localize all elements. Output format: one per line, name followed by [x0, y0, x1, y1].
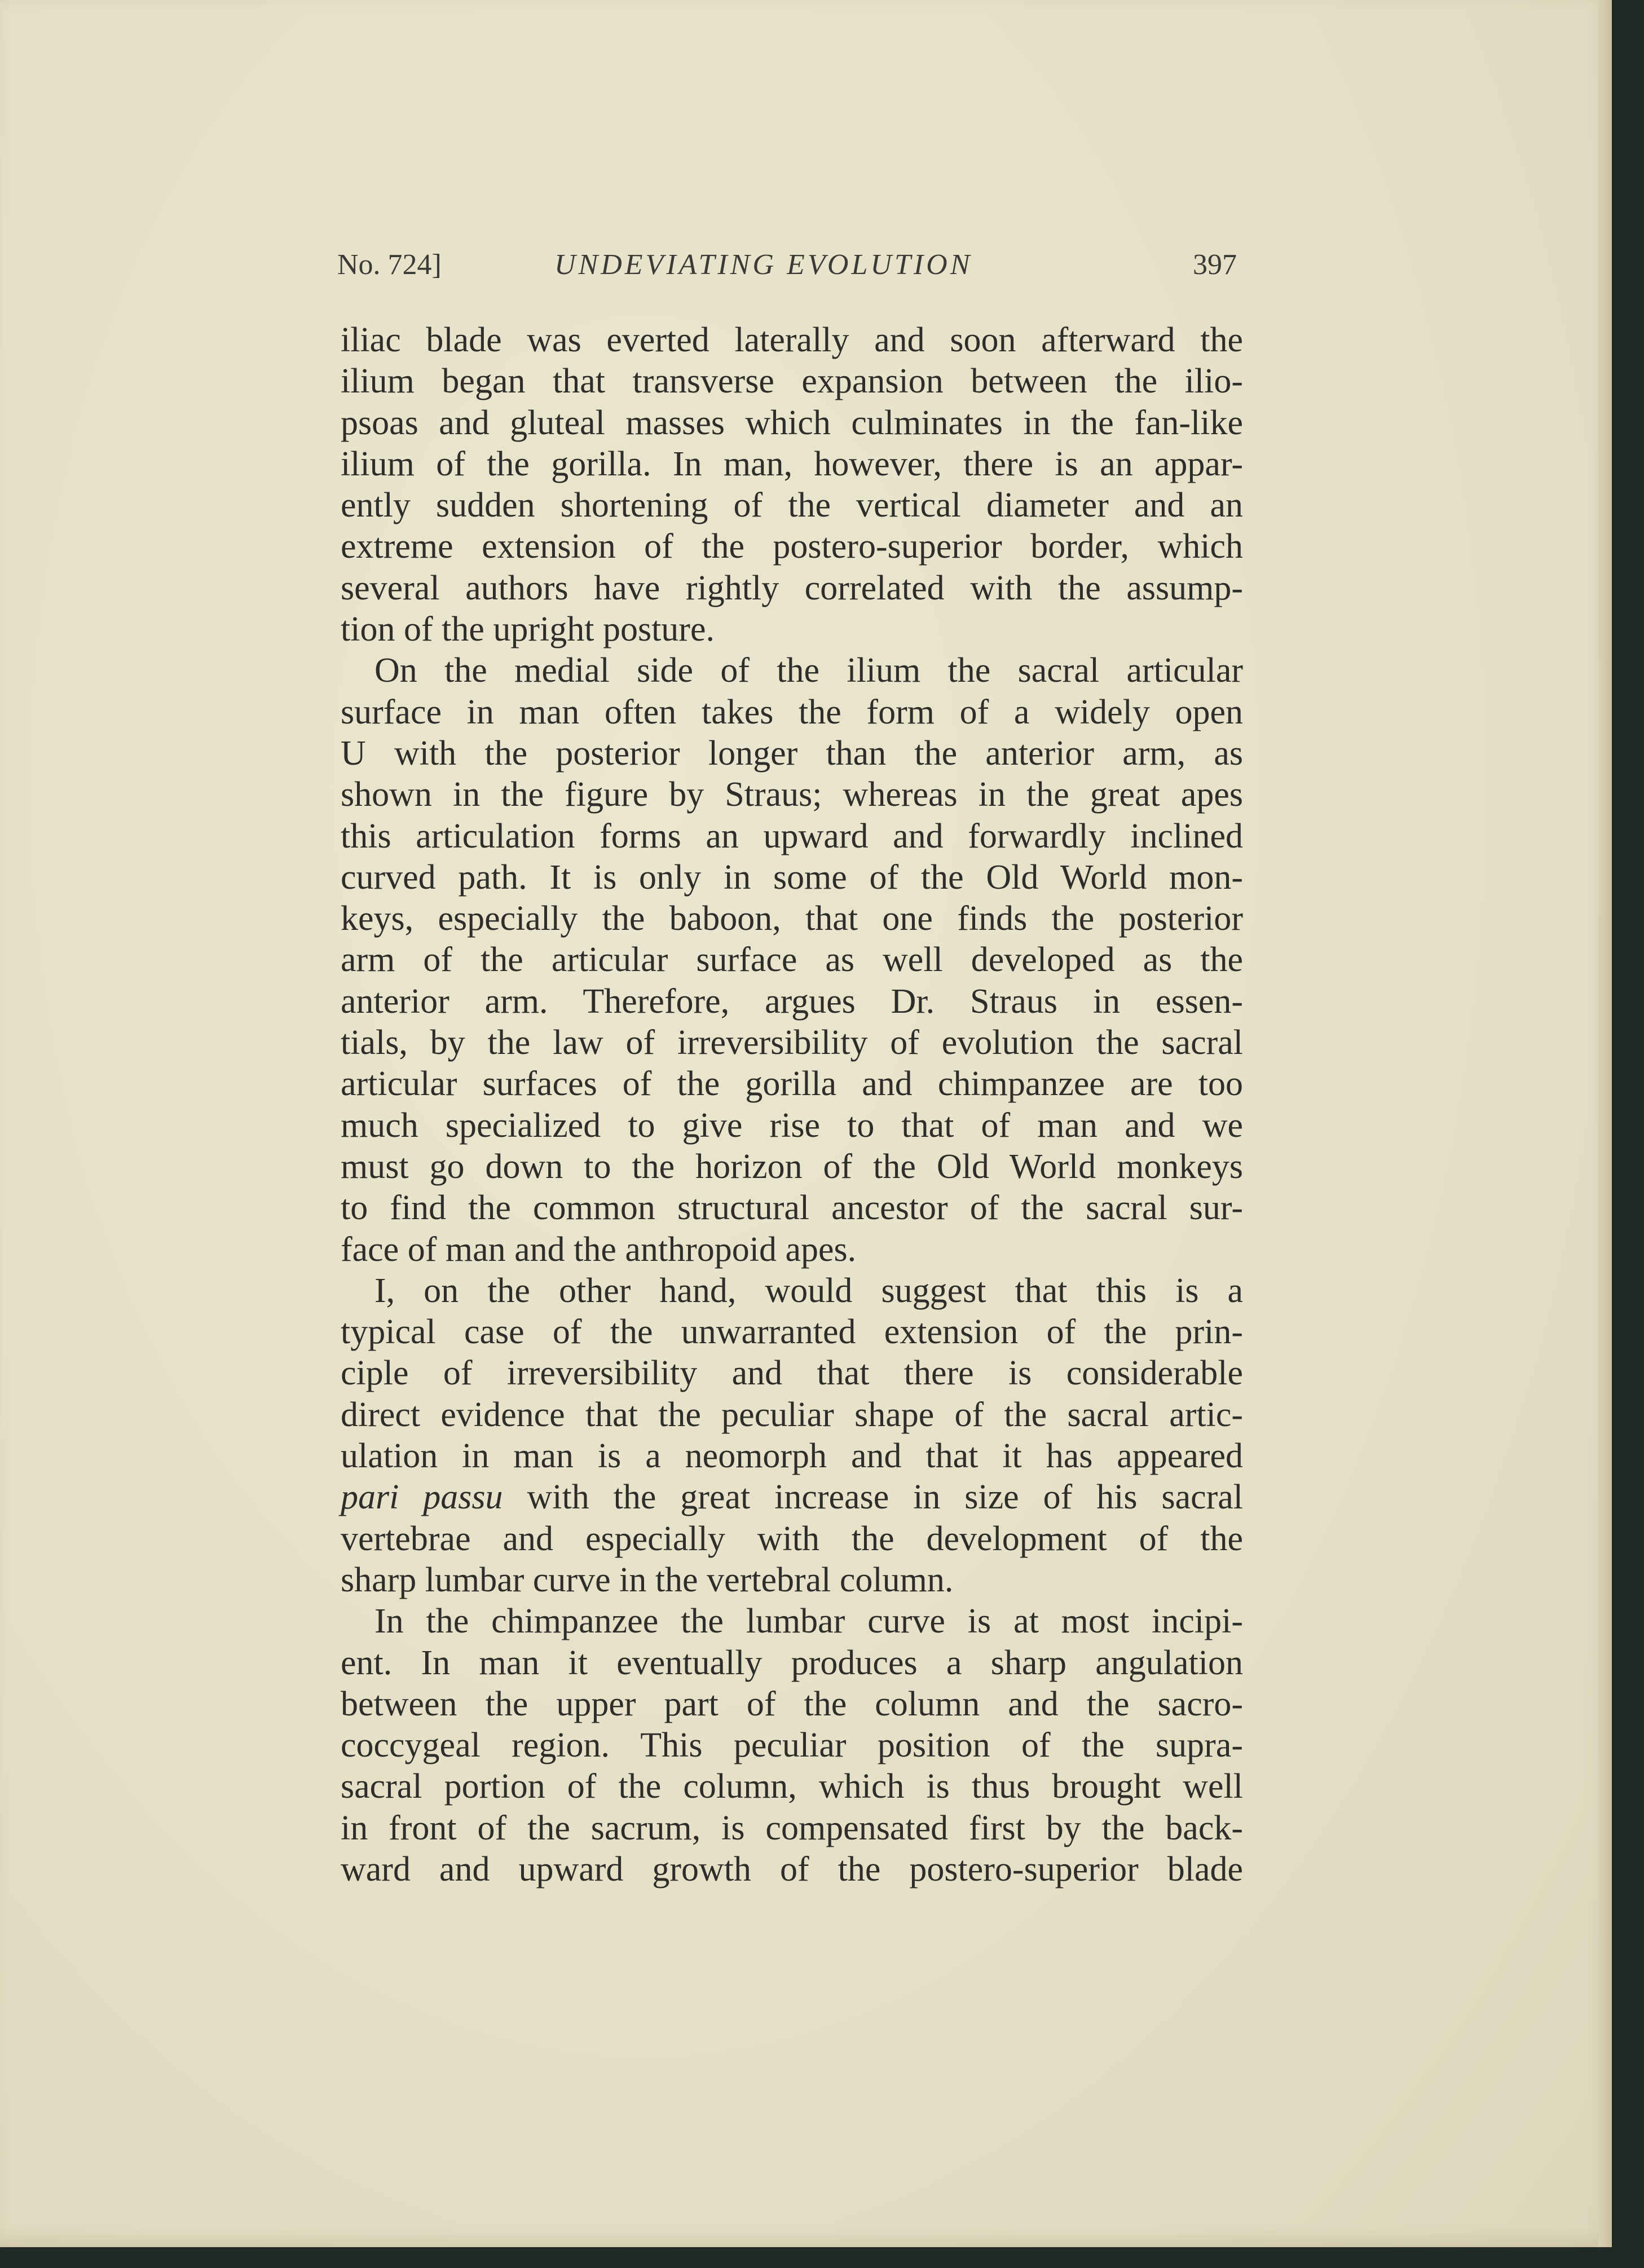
text-line: ulation in man is a neomorph and that it has appeared	[341, 1437, 1243, 1476]
text-line: extreme extension of the postero-superior border, which	[341, 527, 1243, 566]
text-line: much specialized to give rise to that of man and we	[341, 1106, 1243, 1145]
text-line: tials, by the law of irreversibility of evolution the sacral	[341, 1023, 1243, 1062]
text-line: ilium began that transverse expansion between the ilio-	[341, 362, 1243, 401]
text-line: face of man and the anthropoid apes.	[341, 1230, 857, 1269]
text-line: arm of the articular surface as well developed as the	[341, 941, 1243, 979]
text-line: must go down to the horizon of the Old World monkeys	[341, 1147, 1243, 1186]
running-title: UNDEVIATING EVOLUTION	[554, 249, 973, 281]
body-text	[341, 320, 1243, 1890]
text-line: iliac blade was everted laterally and soon afterward the	[341, 321, 1243, 359]
text-line: this articulation forms an upward and forwardly inclined	[341, 817, 1243, 855]
text-line: typical case of the unwarranted extension of the prin-	[341, 1313, 1243, 1352]
text-line: sharp lumbar curve in the vertebral column.	[341, 1560, 954, 1599]
text-line: sacral portion of the column, which is thus brought well	[341, 1767, 1243, 1806]
issue-number: No. 724]	[337, 249, 442, 281]
text-line: keys, especially the baboon, that one finds the posterior	[341, 899, 1243, 938]
text-line: surface in man often takes the form of a widely open	[341, 692, 1243, 731]
text-line: In the chimpanzee the lumbar curve is at most incipi-	[374, 1602, 1243, 1641]
text-line: On the medial side of the ilium the sacral articular	[374, 651, 1243, 690]
text-line: ilium of the gorilla. In man, however, there is an appar-	[341, 444, 1243, 483]
paragraph-4	[341, 1601, 1243, 1890]
text-line: shown in the figure by Straus; whereas in the great apes	[341, 775, 1243, 814]
page-number: 397	[1193, 249, 1237, 281]
text-line: tion of the upright posture.	[341, 610, 715, 649]
text-line: in front of the sacrum, is compensated first by the back-	[341, 1808, 1243, 1847]
text-line: coccygeal region. This peculiar position of the supra-	[341, 1726, 1243, 1765]
paragraph-2	[341, 650, 1243, 1270]
running-header	[337, 248, 1237, 288]
text-line: direct evidence that the peculiar shape of the sacral artic-	[341, 1395, 1243, 1434]
page-edge	[1598, 0, 1612, 2247]
text-line: ent. In man it eventually produces a sharp angulation	[341, 1643, 1243, 1682]
text-line: curved path. It is only in some of the Old World mon-	[341, 858, 1243, 897]
text-line: to find the common structural ancestor of the sacral sur-	[341, 1189, 1243, 1228]
text-line: anterior arm. Therefore, argues Dr. Straus in essen-	[341, 982, 1243, 1021]
text-line: vertebrae and especially with the development of the	[341, 1519, 1243, 1558]
italic-phrase: pari passu	[341, 1478, 503, 1517]
text-line-rest: with the great increase in size of his sacral	[527, 1478, 1244, 1517]
paragraph-1	[341, 320, 1243, 650]
text-line: between the upper part of the column and the sacro-	[341, 1684, 1243, 1723]
text-line: ward and upward growth of the postero-superior blade	[341, 1850, 1243, 1888]
paragraph-3	[341, 1270, 1243, 1601]
text-line: I, on the other hand, would suggest that this is a	[374, 1271, 1243, 1310]
text-line: several authors have rightly correlated with the assump-	[341, 568, 1243, 607]
text-line: psoas and gluteal masses which culminates in the fan-like	[341, 403, 1243, 442]
text-line: ently sudden shortening of the vertical diameter and an	[341, 486, 1243, 525]
text-line: ciple of irreversibility and that there is considerable	[341, 1354, 1243, 1393]
text-line: U with the posterior longer than the anterior arm, as	[341, 734, 1243, 773]
text-line-with-italic	[341, 1477, 1243, 1518]
text-line: articular surfaces of the gorilla and chimpanzee are too	[341, 1065, 1243, 1104]
